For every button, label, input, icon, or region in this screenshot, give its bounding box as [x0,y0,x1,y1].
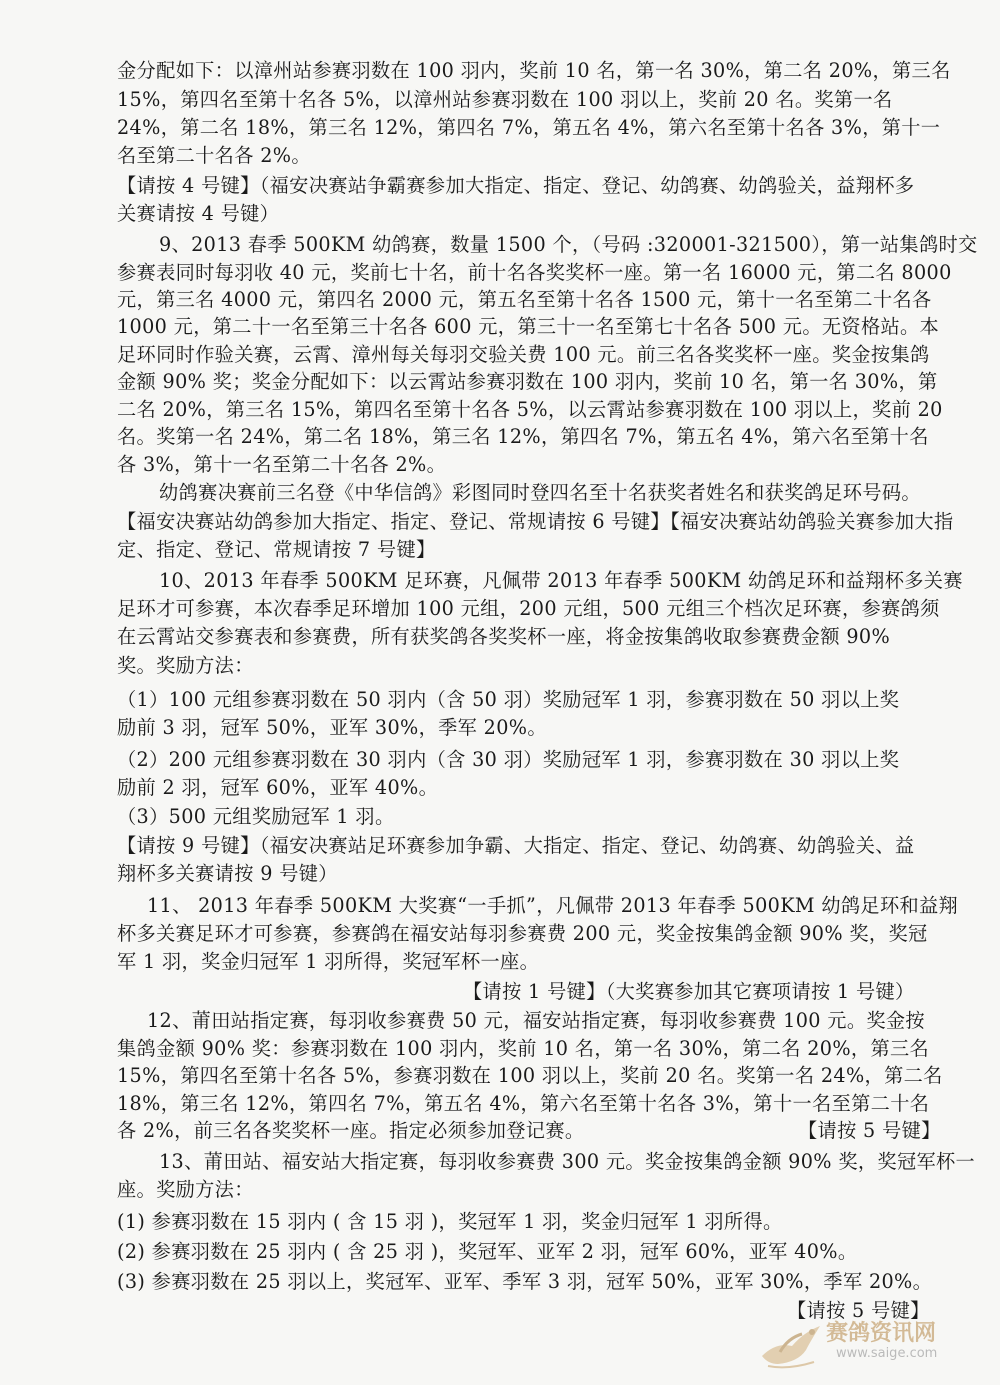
text-line: 金额 90% 奖；奖金分配如下：以云霄站参赛羽数在 100 羽内，奖前 10 名，第一名 30%，第 [117,370,938,393]
text-line: 足环同时作验关赛，云霄、漳州每关每羽交验关费 100 元。前三名各奖奖杯一座。奖金按集鸽 [117,343,930,366]
key-instruction: 【请按 1 号键】（大奖赛参加其它赛项请按 1 号键） [463,980,915,1003]
key-instruction: 【请按 9 号键】（福安决赛站足环赛参加争霸、大指定、指定、登记、幼鸽赛、幼鸽验关、益 [117,834,915,857]
text-line: 名。奖第一名 24%，第二名 18%，第三名 12%，第四名 7%，第五名 4%，第六名至第十名 [117,425,929,448]
text-line: （1）100 元组参赛羽数在 50 羽内（含 50 羽）奖励冠军 1 羽，参赛羽数在 50 羽以上奖 [117,688,900,711]
watermark-url: www.saige.com [836,1346,938,1361]
text-line: 15%，第四名至第十名各 5%，以漳州站参赛羽数在 100 羽以上，奖前 20 名。奖第一名 [117,88,893,111]
pigeon-logo-icon [758,1312,828,1372]
text-line: 金分配如下：以漳州站参赛羽数在 100 羽内，奖前 10 名，第一名 30%，第二名 20%，第三名 [117,59,951,82]
key-instruction: 【请按 5 号键】 [787,1299,930,1322]
text-line: 二名 20%，第三名 15%，第四名至第十名各 5%，以云霄站参赛羽数在 100 羽以上，奖前 20 [117,398,943,421]
text-line: 各 2%，前三名各奖奖杯一座。指定必须参加登记赛。 [117,1119,585,1142]
watermark-name: 赛鸽资讯网 [826,1321,937,1346]
key-instruction: 【请按 5 号键】 [798,1119,941,1142]
text-line: 各 3%，第十一名至第二十名各 2%。 [117,453,447,476]
text-line: （2）200 元组参赛羽数在 30 羽内（含 30 羽）奖励冠军 1 羽，参赛羽数在 30 羽以上奖 [117,748,900,771]
watermark [758,1312,978,1372]
key-instruction: 关赛请按 4 号键） [117,202,280,225]
key-instruction: 定、指定、登记、常规请按 7 号键】 [117,538,436,561]
text-line: 励前 2 羽，冠军 60%，亚军 40%。 [117,776,439,799]
key-instruction: 翔杯多关赛请按 9 号键） [117,862,338,885]
text-line: 座。奖励方法： [117,1178,254,1201]
text-line: 足环才可参赛，本次春季足环增加 100 元组，200 元组，500 元组三个档次足环赛，参赛鸽须 [117,597,940,620]
text-line: 奖。奖励方法： [117,654,254,677]
text-line: 12、莆田站指定赛，每羽收参赛费 50 元，福安站指定赛，每羽收参赛费 100 元。奖金按 [147,1009,925,1032]
text-line: 参赛表同时每羽收 40 元，奖前七十名，前十名各奖奖杯一座。第一名 16000 元，第二名 8000 [117,261,952,284]
text-line: 13、莆田站、福安站大指定赛，每羽收参赛费 300 元。奖金按集鸽金额 90% 奖，奖冠军杯一 [159,1150,976,1173]
text-line: 元，第三名 4000 元，第四名 2000 元，第五名至第十名各 1500 元，第十一名至第二十名各 [117,288,932,311]
key-instruction: 【请按 4 号键】（福安决赛站争霸赛参加大指定、指定、登记、幼鸽赛、幼鸽验关，益翔杯多 [117,174,915,197]
text-line: 杯多关赛足环才可参赛，参赛鸽在福安站每羽参赛费 200 元，奖金按集鸽金额 90% 奖，奖冠 [117,922,928,945]
text-line: 18%，第三名 12%，第四名 7%，第五名 4%，第六名至第十名各 3%，第十一名至第二十名 [117,1092,930,1115]
text-line: 24%，第二名 18%，第三名 12%，第四名 7%，第五名 4%，第六名至第十名各 3%，第十一 [117,116,941,139]
text-line: 10、2013 年春季 500KM 足环赛，凡佩带 2013 年春季 500KM 幼鸽足环和益翔杯多关赛 [159,569,963,592]
text-line: (1) 参赛羽数在 15 羽内 ( 含 15 羽 )，奖冠军 1 羽，奖金归冠军 1 羽所得。 [117,1210,783,1233]
text-line: 集鸽金额 90% 奖：参赛羽数在 100 羽内，奖前 10 名，第一名 30%，第二名 20%，第三名 [117,1037,930,1060]
text-line: 在云霄站交参赛表和参赛费，所有获奖鸽各奖奖杯一座，将金按集鸽收取参赛费金额 90% [117,625,891,648]
text-line: （3）500 元组奖励冠军 1 羽。 [117,805,395,828]
text-line: 15%，第四名至第十名各 5%，参赛羽数在 100 羽以上，奖前 20 名。奖第一名 24%，第二名 [117,1064,943,1087]
text-line: 1000 元，第二十一名至第三十名各 600 元，第三十一名至第七十名各 500 元。无资格站。本 [117,315,940,338]
text-line: (3) 参赛羽数在 25 羽以上，奖冠军、亚军、季军 3 羽，冠军 50%，亚军 30%，季军 20%。 [117,1270,933,1293]
text-line: 名至第二十名各 2%。 [117,144,311,167]
text-line: 幼鸽赛决赛前三名登《中华信鸽》彩图同时登四名至十名获奖者姓名和获奖鸽足环号码。 [159,481,921,504]
text-line: 9、2013 春季 500KM 幼鸽赛，数量 1500 个，（号码 :320001-321500），第一站集鸽时交 [159,233,978,256]
text-line: 军 1 羽，奖金归冠军 1 羽所得，奖冠军杯一座。 [117,950,540,973]
key-instruction: 【福安决赛站幼鸽参加大指定、指定、登记、常规请按 6 号键】【福安决赛站幼鸽验关赛参加大指 [117,510,954,533]
text-line: 11、 2013 年春季 500KM 大奖赛“一手抓”，凡佩带 2013 年春季 500KM 幼鸽足环和益翔 [147,894,959,917]
text-line: 励前 3 羽，冠军 50%，亚军 30%，季军 20%。 [117,716,547,739]
text-line: (2) 参赛羽数在 25 羽内 ( 含 25 羽 )，奖冠军、亚军 2 羽，冠军 60%，亚军 40%。 [117,1240,858,1263]
